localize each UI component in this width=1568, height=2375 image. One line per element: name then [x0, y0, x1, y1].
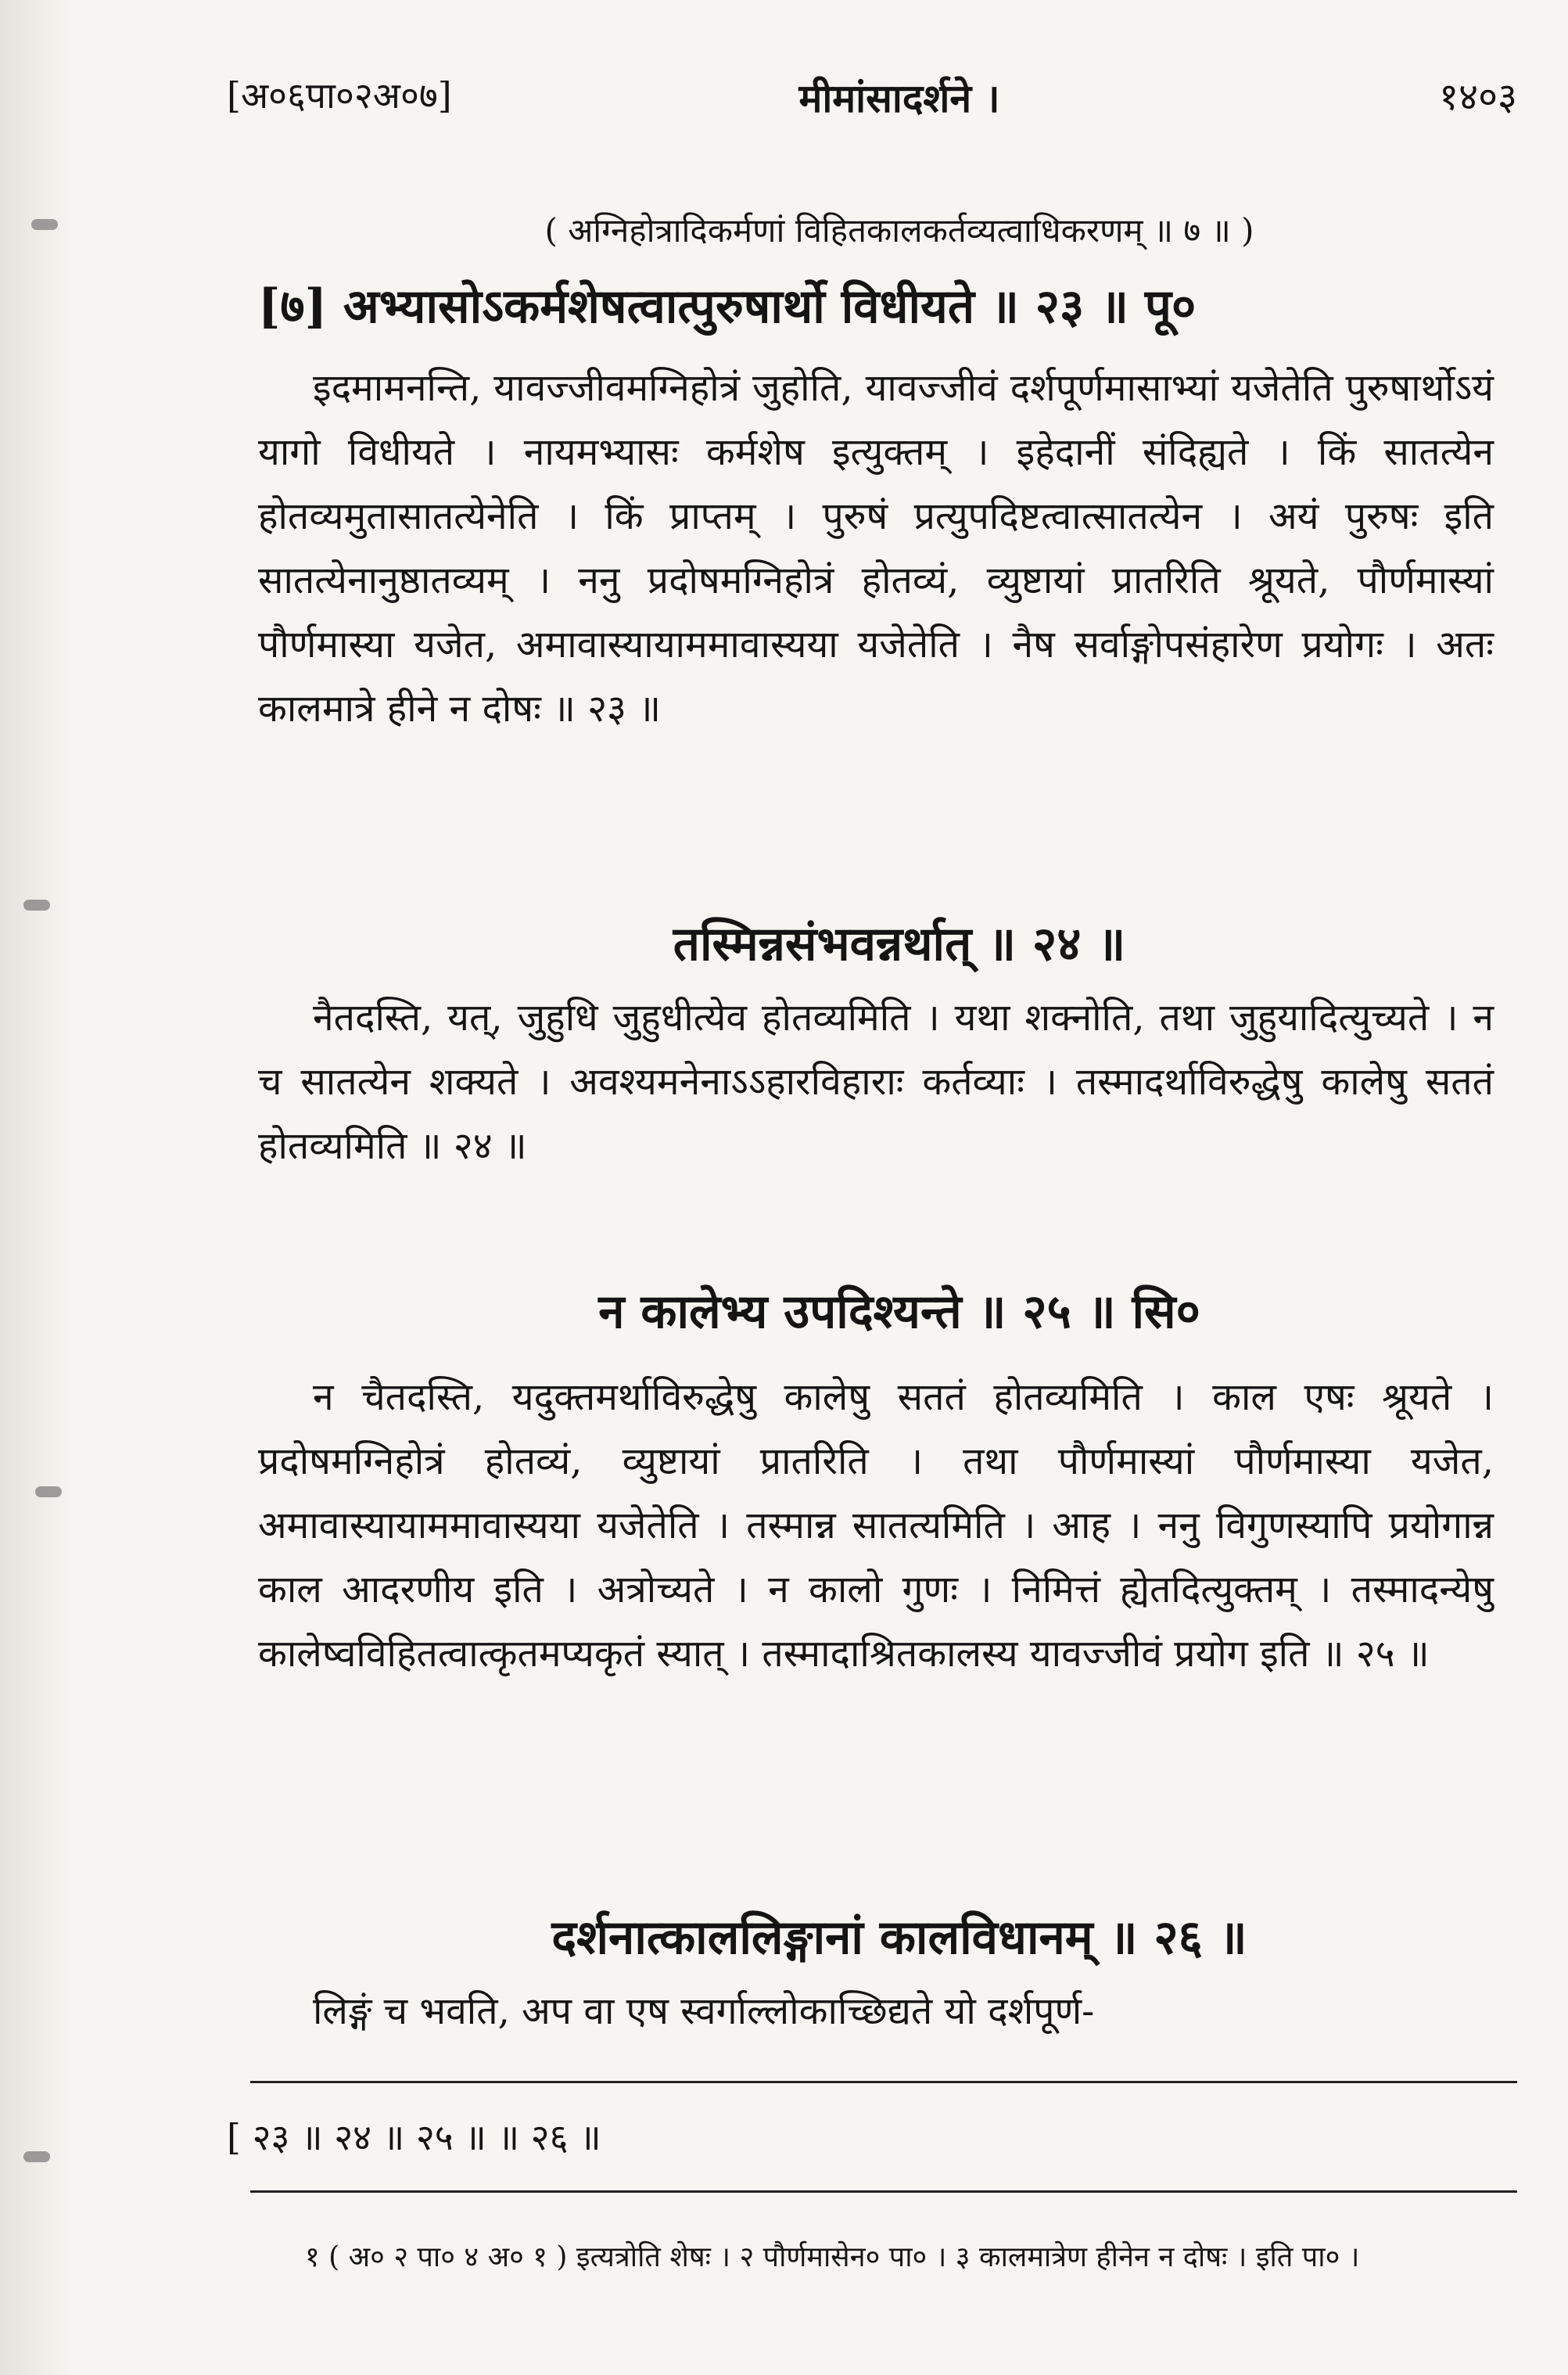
adhikarana-wrap — [282, 207, 1517, 252]
book-binding-edge — [0, 0, 74, 2375]
commentary-26: लिङ्गं च भवति, अप वा एष स्वर्गाल्लोकाच्छिद्यते यो दर्शपूर्ण- — [313, 1989, 1095, 2033]
commentary-24: नैतदस्ति, यत्, जुहुधि जुहुधीत्येव होतव्यमिति । यथा शक्नोति, तथा जुहुयादित्युच्यते । न च सातत्येन शक्यते । अवश्यमनेनाऽऽहारविहाराः कर्तव्याः । तस्मादर्थाविरुद्धेषु कालेषु सततं होतव्यमिति ॥ २४ ॥ — [258, 996, 1494, 1168]
commentary-23-wrap — [258, 356, 1517, 741]
adhikarana-title: ( अग्निहोत्रादिकर्मणां विहितकालकर्तव्यत्वाधिकरणम् ॥ ७ ॥ ) — [544, 211, 1254, 250]
sutra-block-25 — [282, 1283, 1517, 1342]
commentary-25: न चैतदस्ति, यदुक्तमर्थाविरुद्धेषु कालेषु सततं होतव्यमिति । काल एषः श्रूयते । प्रदोषमग्निहोत्रं होतव्यं, व्युष्टायां प्रातरिति । तथा पौर्णमास्यां पौर्णमास्या यजेत, अमावास्यायाममावास्यया यजेतेति । तस्मान्न सातत्यमिति । आह । ननु विगुणस्यापि प्रयोगान्न काल आदरणीय इति । अत्रोच्यते । न कालो गुणः । निमित्तं ह्येतदित्युक्तम् । तस्मादन्येषु कालेष्वविहितत्वात्कृतमप्यकृतं स्यात् । तस्मादाश्रितकालस्य यावज्जीवं प्रयोग इति ॥ २५ ॥ — [258, 1375, 1494, 1676]
scan-artifact — [23, 2151, 50, 2162]
sutra-23: [७] अभ्यासोऽकर्मशेषत्वात्पुरुषार्थो विधीयते ॥ २३ ॥ पू० — [258, 279, 1197, 334]
divider-line — [250, 2081, 1517, 2083]
scan-artifact — [35, 1486, 62, 1497]
page-number: १४०३ — [1439, 75, 1517, 119]
commentary-25-wrap — [258, 1365, 1517, 1686]
sutra-references: [ २३ ॥ २४ ॥ २५ ॥ ॥ २६ ॥ — [227, 2116, 601, 2158]
sutra-block-26 — [282, 1909, 1517, 1967]
footnote-divider — [250, 2190, 1517, 2193]
header-title: मीमांसादर्शने । — [798, 75, 1000, 121]
page-content — [227, 70, 1517, 141]
scan-artifact — [23, 900, 50, 911]
sutra-26: दर्शनात्काललिङ्गानां कालविधानम् ॥ २६ ॥ — [551, 1910, 1247, 1965]
header-reference: [अ०६पा०२अ०७] — [227, 74, 452, 117]
sutra-block-24 — [282, 915, 1517, 974]
commentary-24-wrap — [258, 986, 1517, 1178]
scan-artifact — [31, 219, 58, 230]
sutra-block-23 — [258, 278, 1517, 336]
commentary-23: इदमामनन्ति, यावज्जीवमग्निहोत्रं जुहोति, यावज्जीवं दर्शपूर्णमासाभ्यां यजेतेति पुरुषार्थोऽयं यागो विधीयते । नायमभ्यासः कर्मशेष इत्युक्तम् । इहेदानीं संदिह्यते । किं सातत्येन होतव्यमुतासातत्येनेति । किं प्राप्तम् । पुरुषं प्रत्युपदिष्टत्वात्सातत्येन । अयं पुरुषः इति सातत्येनानुष्ठातव्यम् । ननु प्रदोषमग्निहोत्रं होतव्यं, व्युष्टायां प्रातरिति श्रूयते, पौर्णमास्यां पौर्णमास्या यजेत, अमावास्यायाममावास्यया यजेतेति । नैष सर्वाङ्गोपसंहारेण प्रयोगः । अतः कालमात्रे हीने न दोषः ॥ २३ ॥ — [258, 366, 1494, 731]
footnote: १ ( अ० २ पा० ४ अ० १ ) इत्यत्रोति शेषः । २ पौर्णमासेन० पा० । ३ कालमात्रेण हीनेन न दोषः । इति पा० । — [305, 2241, 1360, 2273]
commentary-26-wrap — [282, 1979, 1517, 2043]
sutra-25: न कालेभ्य उपदिश्यन्ते ॥ २५ ॥ सि० — [598, 1285, 1200, 1339]
running-header — [227, 70, 1517, 141]
sutra-24: तस्मिन्नसंभवन्नर्थात् ॥ २४ ॥ — [673, 917, 1126, 972]
